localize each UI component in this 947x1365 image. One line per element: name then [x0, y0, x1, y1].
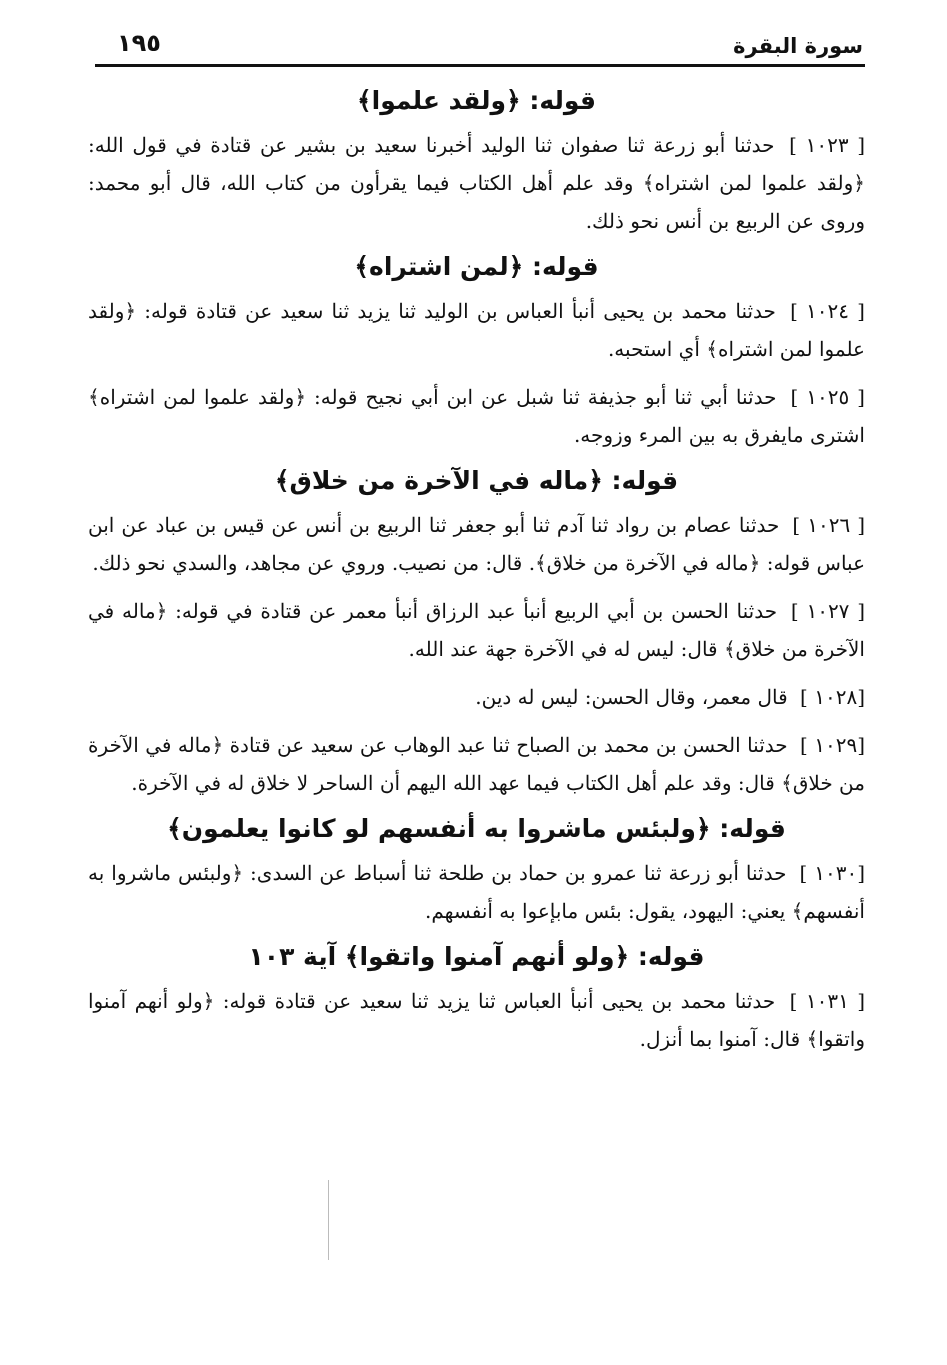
hadith-text: حدثنا أبي ثنا أبو جذيفة ثنا شبل عن ابن أبي نجيح قوله: ﴿ولقد علموا لمن اشتراه﴾ اشترى مايفرق به بين المرء وزوجه.	[88, 385, 865, 447]
section-heading: قوله: ﴿ولبئس ماشروا به أنفسهم لو كانوا يعلمون﴾	[167, 814, 786, 843]
page-body	[88, 78, 865, 1068]
hadith-paragraph	[88, 854, 865, 930]
section-heading: قوله: ﴿ولقد علموا﴾	[357, 86, 596, 115]
hadith-text: قال معمر، وقال الحسن: ليس له دين.	[475, 685, 788, 709]
hadith-number: [١٠٣٠ ]	[799, 861, 865, 885]
section-heading: قوله: ﴿لمن اشتراه﴾	[354, 252, 599, 281]
scan-artifact-line	[328, 1180, 329, 1260]
hadith-number: [١٠٢٩ ]	[800, 733, 866, 757]
surah-title: سورة البقرة	[733, 34, 863, 58]
hadith-number: [ ١٠٢٧ ]	[790, 599, 865, 623]
hadith-number: [ ١٠٣١ ]	[789, 989, 865, 1013]
page-number: ١٩٥	[117, 29, 161, 57]
hadith-text: حدثنا الحسن بن محمد بن الصباح ثنا عبد الوهاب عن سعيد عن قتادة ﴿ماله في الآخرة من خلاق﴾ قال: وقد علم أهل الكتاب فيما عهد الله اليهم أن الساحر لا خلاق له في الآخرة.	[88, 733, 865, 795]
hadith-paragraph	[88, 506, 865, 582]
hadith-paragraph	[88, 292, 865, 368]
hadith-text: حدثنا أبو زرعة ثنا عمرو بن حماد بن طلحة ثنا أسباط عن السدى: ﴿ولبئس ماشروا به أنفسهم﴾ يعني: اليهود، يقول: بئس مابإعوا به أنفسهم.	[88, 861, 865, 923]
hadith-number: [ ١٠٢٥ ]	[790, 385, 865, 409]
hadith-number: [ ١٠٢٦ ]	[792, 513, 865, 537]
hadith-number: [ ١٠٢٣ ]	[789, 133, 866, 157]
hadith-paragraph	[88, 378, 865, 454]
hadith-paragraph	[88, 126, 865, 240]
hadith-paragraph	[88, 678, 865, 716]
hadith-text: حدثنا محمد بن يحيى أنبأ العباس ثنا يزيد ثنا سعيد عن قتادة قوله: ﴿ولو أنهم آمنوا واتقوا﴾ قال: آمنوا بما أنزل.	[88, 989, 865, 1051]
hadith-text: حدثنا عصام بن رواد ثنا آدم ثنا أبو جعفر ثنا الربيع بن أنس عن قيس بن عباد عن ابن عباس قوله: ﴿ماله في الآخرة من خلاق﴾. قال: من نصيب. وروي عن مجاهد، والسدي نحو ذلك.	[88, 513, 865, 575]
section-heading: قوله: ﴿ولو أنهم آمنوا واتقوا﴾ آية ١٠٣	[248, 942, 705, 971]
hadith-number: [ ١٠٢٤ ]	[790, 299, 865, 323]
hadith-text: حدثنا محمد بن يحيى أنبأ العباس بن الوليد ثنا يزيد ثنا سعيد عن قتادة قوله: ﴿ولقد علموا لمن اشتراه﴾ أي استحبه.	[88, 299, 865, 361]
hadith-text: حدثنا أبو زرعة ثنا صفوان ثنا الوليد أخبرنا سعيد بن بشير عن قتادة في قول الله: ﴿ولقد علموا لمن اشتراه﴾ وقد علم أهل الكتاب فيما يقرأون من كتاب الله، قال أبو محمد: وروى عن الربيع بن أنس نحو ذلك.	[88, 133, 865, 233]
hadith-number: [١٠٢٨ ]	[800, 685, 865, 709]
page-header	[95, 20, 865, 67]
section-heading: قوله: ﴿ماله في الآخرة من خلاق﴾	[274, 466, 679, 495]
hadith-paragraph	[88, 726, 865, 802]
hadith-text: حدثنا الحسن بن أبي الربيع أنبأ عبد الرزاق أنبأ معمر عن قتادة في قوله: ﴿ماله في الآخرة من خلاق﴾ قال: ليس له في الآخرة جهة عند الله.	[88, 599, 865, 661]
hadith-paragraph	[88, 592, 865, 668]
hadith-paragraph	[88, 982, 865, 1058]
